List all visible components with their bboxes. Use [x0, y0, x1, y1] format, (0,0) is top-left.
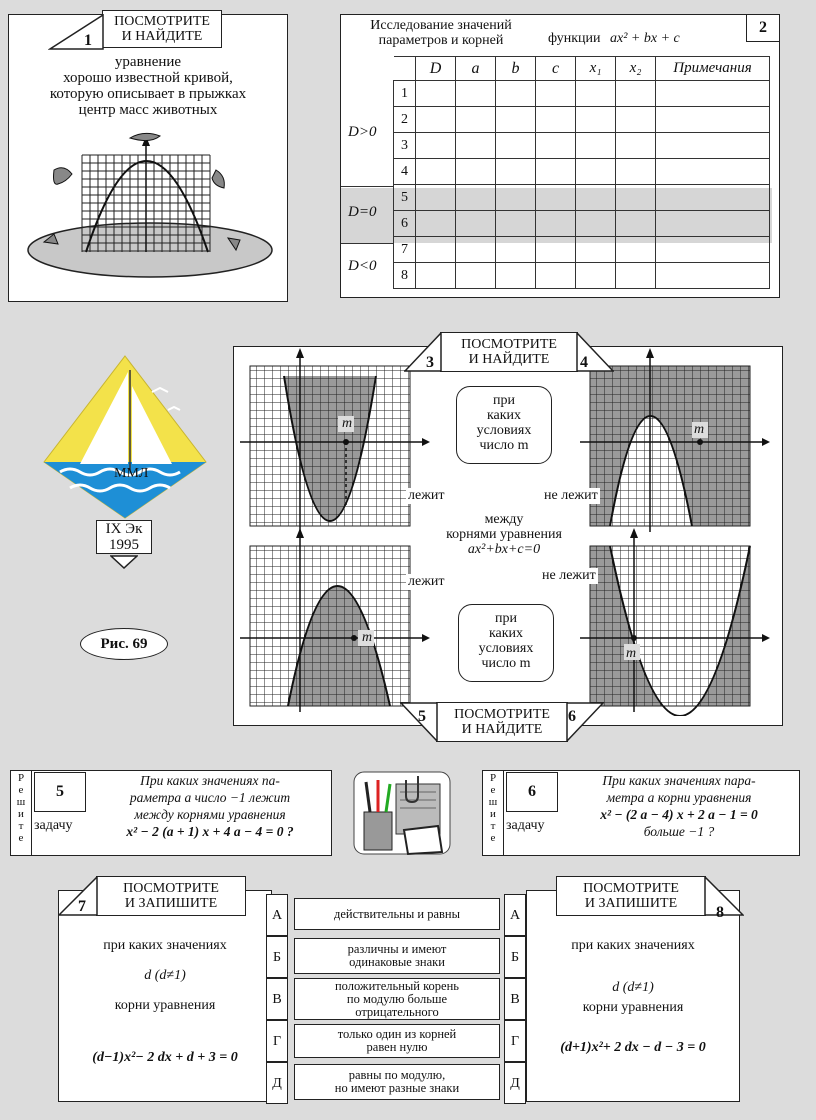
table-cell[interactable] — [416, 107, 456, 133]
task-6-text — [562, 772, 796, 840]
table-cell[interactable] — [536, 263, 576, 289]
table-cell[interactable] — [616, 237, 656, 263]
panel-8-tag — [556, 876, 706, 916]
task-5-line2: раметра a число −1 лежит — [129, 790, 291, 805]
option-letter-g-right: Г — [504, 1020, 526, 1062]
task-5-letter: Р — [17, 772, 25, 784]
header-blank — [394, 57, 416, 81]
label-lies: лежит — [408, 488, 445, 503]
table-cell[interactable] — [416, 237, 456, 263]
panel-2-func-word: функции — [548, 31, 601, 46]
task-5-line3: между корнями уравнения — [134, 807, 286, 822]
option-letter-d-left: Д — [266, 1062, 288, 1104]
panel-34-tag-top-line2: И НАЙДИТЕ — [468, 352, 550, 367]
table-cell[interactable] — [536, 159, 576, 185]
panel-3-number: 3 — [426, 354, 434, 371]
table-cell[interactable] — [496, 211, 536, 237]
panel-1-text-line3: которую описывает в прыжках — [49, 86, 247, 102]
task-5-letter: т — [18, 820, 24, 832]
panel-7-number: 7 — [78, 898, 86, 915]
question-bottom-line2: каких — [488, 626, 524, 641]
graph-4 — [580, 346, 770, 536]
graph-3 — [240, 346, 430, 536]
between-text — [444, 512, 564, 557]
panel-1-text-line4: центр масс животных — [78, 102, 218, 118]
table-cell[interactable] — [536, 133, 576, 159]
row-num-2: 2 — [394, 107, 416, 133]
group-divider-1 — [341, 186, 393, 187]
graph-4-m: m — [694, 422, 705, 437]
panel-8-number: 8 — [716, 904, 724, 921]
col-header-notes: Примечания — [656, 57, 770, 81]
question-bottom-line1: при — [495, 611, 517, 626]
panel-2-func-formula: ax² + bx + c — [610, 31, 680, 46]
option-a-line1: действительны и равны — [334, 906, 460, 921]
group-divider-2 — [341, 243, 393, 244]
option-b-line1: различны и имеют — [347, 942, 447, 956]
table-cell[interactable] — [536, 211, 576, 237]
option-letter-a-left: А — [266, 894, 288, 936]
table-cell[interactable] — [616, 81, 656, 107]
panel-2-title — [346, 18, 536, 48]
logo-text: ММЛ — [114, 466, 149, 481]
question-bottom-line3: условиях — [478, 641, 534, 656]
option-letter-b-left: Б — [266, 936, 288, 978]
question-bottom — [458, 604, 554, 682]
table-cell[interactable] — [656, 81, 770, 107]
panel-34-tag-bottom — [436, 702, 568, 742]
graph-6 — [580, 526, 770, 716]
panel-8-line2: d (d≠1) — [612, 980, 654, 995]
task-5-text — [92, 772, 328, 840]
col-header-x2: x₂ — [616, 57, 656, 81]
panel-7-line1: при каких значениях — [103, 938, 227, 953]
question-top-line1: при — [493, 393, 515, 408]
dolphin-left — [54, 168, 73, 184]
task-5-number: 5 — [34, 772, 86, 812]
option-letter-v-right: В — [504, 978, 526, 1020]
table-cell[interactable] — [616, 211, 656, 237]
panel-8-tag-arrow — [704, 876, 744, 916]
table-cell[interactable] — [456, 211, 496, 237]
task-6-letter: е — [490, 832, 496, 844]
option-d-line2: но имеют разные знаки — [334, 1081, 460, 1095]
option-a[interactable] — [294, 898, 500, 930]
task-6-number: 6 — [506, 772, 558, 812]
question-top-line4: число m — [479, 438, 529, 453]
graph-5-m: m — [362, 630, 373, 645]
between-line3: ax²+bx+c=0 — [467, 542, 541, 557]
logo-caption-line1: IX Эк — [105, 521, 143, 537]
table-cell[interactable] — [496, 159, 536, 185]
panel-7-tag-line1: ПОСМОТРИТЕ — [123, 881, 219, 896]
task-6-letter: т — [490, 820, 496, 832]
panel-8-line1: при каких значениях — [571, 938, 695, 953]
task-5-line4: x² − 2 (a + 1) x + 4 a − 4 = 0 ? — [126, 824, 294, 839]
panel-1-number: 1 — [84, 32, 92, 49]
panel-5-number: 5 — [418, 708, 426, 725]
option-g[interactable] — [294, 1024, 500, 1058]
table-cell[interactable] — [456, 185, 496, 211]
table-cell[interactable] — [616, 263, 656, 289]
option-v-line3: отрицательного — [355, 1004, 439, 1019]
table-cell[interactable] — [456, 107, 496, 133]
question-bottom-line4: число m — [481, 656, 531, 671]
row-num-1: 1 — [394, 81, 416, 107]
panel-8-tag-line2: И ЗАПИШИТЕ — [584, 896, 678, 911]
table-cell[interactable] — [536, 107, 576, 133]
option-v[interactable] — [294, 978, 500, 1020]
logo-emblem — [40, 352, 210, 522]
table-cell[interactable] — [656, 211, 770, 237]
group-label-d-neg: D<0 — [348, 258, 377, 274]
table-cell[interactable] — [656, 237, 770, 263]
group-label-d-pos: D>0 — [348, 124, 377, 140]
label-not-lies: не лежит — [544, 488, 598, 503]
task-6-solve-letters — [484, 772, 502, 844]
panel-8-line3: корни уравнения — [582, 1000, 684, 1015]
table-cell[interactable] — [456, 159, 496, 185]
panel-1-illustration — [20, 130, 280, 290]
table-cell[interactable] — [576, 107, 616, 133]
option-letter-a-right: А — [504, 894, 526, 936]
option-b[interactable] — [294, 938, 500, 974]
table-cell[interactable] — [576, 211, 616, 237]
panel-7-line3: корни уравнения — [114, 998, 216, 1013]
panel-8-text — [530, 938, 736, 1056]
table-cell[interactable] — [656, 107, 770, 133]
table-cell[interactable] — [416, 263, 456, 289]
panel-34-tag-top-line1: ПОСМОТРИТЕ — [461, 337, 557, 352]
label-not-lies-2: не лежит — [542, 568, 596, 583]
logo-caption-line2: 1995 — [109, 537, 139, 553]
panel-1-text-line1: уравнение — [114, 54, 182, 70]
pencil-cup-icon — [352, 770, 452, 856]
table-cell[interactable] — [616, 185, 656, 211]
row-num-4: 4 — [394, 159, 416, 185]
task-6-line3: x² − (2 a − 4) x + 2 a − 1 = 0 — [600, 807, 758, 822]
table-cell[interactable] — [496, 185, 536, 211]
panel-6-number: 6 — [568, 708, 576, 725]
dolphin-top — [130, 133, 160, 140]
task-5-line1: При каких значениях па- — [140, 773, 280, 788]
table-cell[interactable] — [496, 133, 536, 159]
between-line1: между — [484, 512, 524, 527]
col-header-x1: x₁ — [576, 57, 616, 81]
table-cell[interactable] — [656, 159, 770, 185]
table-cell[interactable] — [576, 237, 616, 263]
graph-5 — [240, 526, 430, 716]
graph-3-m: m — [342, 416, 353, 431]
option-d-line1: равны по модулю, — [348, 1068, 446, 1082]
panel-1-tag — [102, 10, 222, 48]
col-header-a: a — [456, 57, 496, 81]
table-cell[interactable] — [416, 159, 456, 185]
task-5-solve-letters — [12, 772, 30, 844]
table-cell[interactable] — [416, 133, 456, 159]
panel-8-line4: (d+1)x²+ 2 dx − d − 3 = 0 — [560, 1040, 706, 1055]
task-6-letter: е — [490, 784, 496, 796]
task-6-letter: ш — [488, 796, 498, 808]
panel-34-tag-bottom-line2: И НАЙДИТЕ — [461, 722, 543, 737]
task-5-letter: е — [18, 832, 24, 844]
panel-2-title-func — [548, 31, 680, 47]
table-cell[interactable] — [656, 133, 770, 159]
panel-8-tag-line1: ПОСМОТРИТЕ — [583, 881, 679, 896]
table-cell[interactable] — [496, 107, 536, 133]
table-cell[interactable] — [576, 81, 616, 107]
question-top — [456, 386, 552, 464]
table-cell[interactable] — [456, 81, 496, 107]
option-g-line2: равен нулю — [366, 1040, 428, 1054]
panel-7-text — [62, 938, 268, 1066]
task-6-letter: Р — [489, 772, 497, 784]
table-cell[interactable] — [576, 263, 616, 289]
option-b-line2: одинаковые знаки — [349, 955, 445, 969]
table-cell[interactable] — [536, 185, 576, 211]
option-v-line2: по модулю больше — [346, 991, 448, 1006]
panel-2-title-line1: Исследование значений — [370, 18, 512, 33]
between-line2: корнями уравнения — [446, 527, 562, 542]
table-cell[interactable] — [576, 185, 616, 211]
logo-caption-arrow — [110, 555, 138, 569]
figure-label: Рис. 69 — [80, 628, 168, 660]
col-header-c: c — [536, 57, 576, 81]
table-cell[interactable] — [576, 133, 616, 159]
table-cell[interactable] — [416, 211, 456, 237]
table-cell[interactable] — [496, 237, 536, 263]
panel-7-tag — [96, 876, 246, 916]
task-6-line4: больше −1 ? — [643, 824, 715, 839]
option-g-line1: только один из корней — [337, 1027, 457, 1041]
row-num-7: 7 — [394, 237, 416, 263]
table-cell[interactable] — [536, 237, 576, 263]
panel-4-number: 4 — [580, 354, 588, 371]
row-num-5: 5 — [394, 185, 416, 211]
table-cell[interactable] — [456, 263, 496, 289]
row-num-6: 6 — [394, 211, 416, 237]
graph-6-m: m — [626, 646, 637, 661]
task-5-letter: е — [18, 784, 24, 796]
panel-2-title-line2: параметров и корней — [378, 33, 504, 48]
panel-7-tag-line2: И ЗАПИШИТЕ — [124, 896, 218, 911]
option-letter-g-left: Г — [266, 1020, 288, 1062]
table-cell[interactable] — [496, 81, 536, 107]
panel-34-tag-bottom-line1: ПОСМОТРИТЕ — [454, 707, 550, 722]
dolphin-right — [212, 170, 224, 188]
table-cell[interactable] — [616, 159, 656, 185]
panel-2-number: 2 — [746, 14, 780, 42]
question-top-line2: каких — [486, 408, 522, 423]
panel-34-tag-top — [440, 332, 578, 372]
option-letter-v-left: В — [266, 978, 288, 1020]
table-cell[interactable] — [616, 107, 656, 133]
panel-7-line2: d (d≠1) — [144, 968, 186, 983]
table-cell[interactable] — [656, 185, 770, 211]
table-cell[interactable] — [536, 81, 576, 107]
panel-1-tag-arrow — [48, 14, 104, 50]
panel-1-tag-line1: ПОСМОТРИТЕ — [114, 14, 210, 29]
table-cell[interactable] — [416, 185, 456, 211]
table-cell[interactable] — [456, 133, 496, 159]
group-label-d-zero: D=0 — [348, 204, 377, 220]
task-6-line2: метра a корни уравнения — [606, 790, 752, 805]
col-header-d: D — [416, 57, 456, 81]
task-6-solve-word: задачу — [506, 818, 545, 833]
table-cell[interactable] — [496, 263, 536, 289]
logo-caption — [96, 520, 152, 554]
table-cell[interactable] — [616, 133, 656, 159]
option-v-line1: положительный корень — [334, 978, 459, 993]
label-lies-2: лежит — [408, 574, 445, 589]
question-top-line3: условиях — [476, 423, 532, 438]
row-num-3: 3 — [394, 133, 416, 159]
task-5-letter: и — [18, 808, 24, 820]
option-letter-b-right: Б — [504, 936, 526, 978]
tag-top-left-arrow — [404, 332, 442, 372]
option-d[interactable] — [294, 1064, 500, 1100]
panel-7-line4: (d−1)x²− 2 dx + d + 3 = 0 — [92, 1050, 238, 1065]
panel-1-text — [20, 54, 276, 118]
col-header-b: b — [496, 57, 536, 81]
params-table — [393, 56, 770, 289]
table-cell[interactable] — [656, 263, 770, 289]
table-cell[interactable] — [416, 81, 456, 107]
table-cell[interactable] — [456, 237, 496, 263]
option-letter-d-right: Д — [504, 1062, 526, 1104]
task-5-letter: ш — [16, 796, 26, 808]
task-5-solve-word: задачу — [34, 818, 73, 833]
row-num-8: 8 — [394, 263, 416, 289]
task-6-letter: и — [490, 808, 496, 820]
table-cell[interactable] — [576, 159, 616, 185]
panel-1-text-line2: хорошо известной кривой, — [63, 70, 233, 86]
panel-1-tag-line2: И НАЙДИТЕ — [121, 29, 203, 44]
task-6-line1: При каких значениях пара- — [602, 773, 756, 788]
